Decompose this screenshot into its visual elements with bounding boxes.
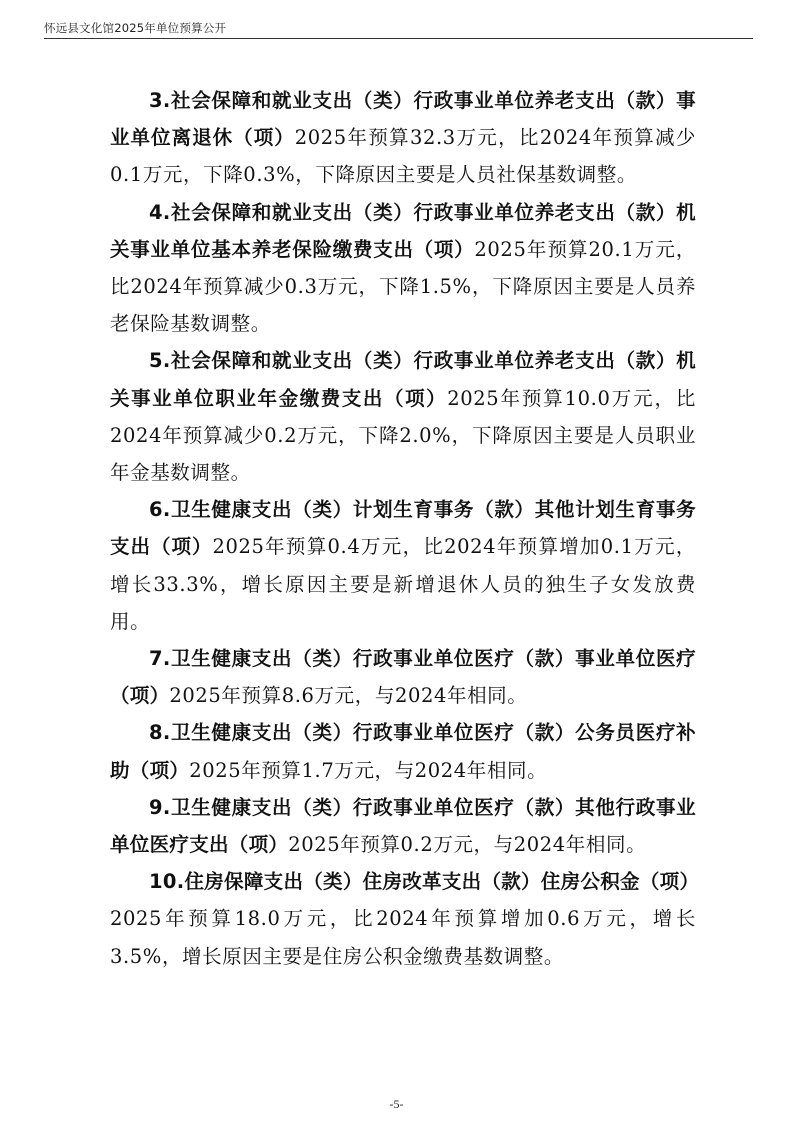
- body-text: [110, 82, 700, 975]
- paragraph-item-6: [110, 491, 696, 640]
- paragraph-body: 2025年预算0.2万元，与2024年相同。: [288, 833, 647, 857]
- paragraph-body: 2025年预算8.6万元，与2024年相同。: [169, 684, 528, 708]
- paragraph-item-3: [110, 82, 696, 194]
- paragraph-heading: 3.社会保障和就业支出（类）行政事业单位养老支出（款）事业单位离退休（项）: [110, 89, 696, 150]
- paragraph-heading: 5.社会保障和就业支出（类）行政事业单位养老支出（款）机关事业单位职业年金缴费支出（项）: [110, 349, 696, 410]
- paragraph-item-9: [110, 789, 696, 863]
- paragraph-body: 2025年预算0.4万元，比2024年预算增加0.1万元，增长33.3%，增长原因主要是新增退休人员的独生子女发放费用。: [110, 535, 696, 633]
- paragraph-heading: 8.卫生健康支出（类）行政事业单位医疗（款）公务员医疗补助（项）: [110, 721, 696, 782]
- running-header: 怀远县文化馆2025年单位预算公开: [44, 21, 227, 35]
- paragraph-heading: 6.卫生健康支出（类）计划生育事务（款）其他计划生育事务支出（项）: [110, 498, 696, 559]
- header-divider: [44, 38, 753, 39]
- paragraph-heading: 4.社会保障和就业支出（类）行政事业单位养老支出（款）机关事业单位基本养老保险缴费支出（项）: [110, 200, 696, 261]
- paragraph-item-8: [110, 714, 696, 788]
- paragraph-body: 2025年预算32.3万元，比2024年预算减少0.1万元，下降0.3%，下降原因主要是人员社保基数调整。: [110, 126, 696, 187]
- paragraph-body: 2025年预算10.0万元，比2024年预算减少0.2万元，下降2.0%，下降原因主要是人员职业年金基数调整。: [110, 386, 696, 485]
- paragraph-heading: 10.住房保障支出（类）住房改革支出（款）住房公积金（项）: [149, 870, 700, 894]
- paragraph-body: 2025年预算1.7万元，与2024年相同。: [189, 758, 548, 782]
- paragraph-item-7: [110, 640, 696, 714]
- paragraph-body: 2025年预算18.0万元，比2024年预算增加0.6万元，增长3.5%，增长原因主要是住房公积金缴费基数调整。: [110, 907, 696, 968]
- paragraph-heading: 9.卫生健康支出（类）行政事业单位医疗（款）其他行政事业单位医疗支出（项）: [110, 795, 696, 857]
- paragraph-item-5: [110, 342, 696, 491]
- paragraph-heading: 7.卫生健康支出（类）行政事业单位医疗（款）事业单位医疗（项）: [110, 647, 696, 708]
- paragraph-item-4: [110, 194, 696, 343]
- paragraph-body: 2025年预算20.1万元，比2024年预算减少0.3万元，下降1.5%，下降原因主要是人员养老保险基数调整。: [110, 237, 696, 336]
- page-number: -5-: [389, 1097, 404, 1111]
- paragraph-item-10: [110, 863, 700, 975]
